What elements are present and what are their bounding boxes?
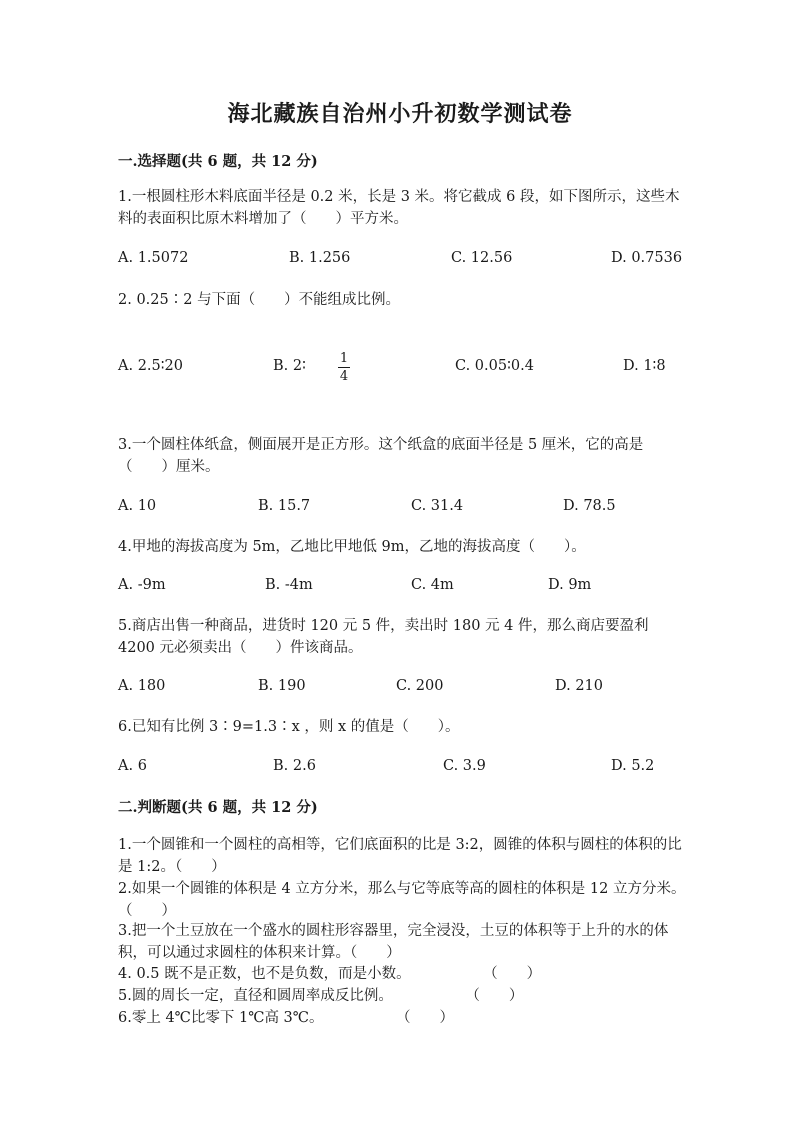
option-5a: A. 180 [118, 678, 166, 694]
question-6: 6.已知有比例 3∶9=1.3∶x ，则 x 的值是（ ）。 [118, 719, 460, 735]
question-5: 5.商店出售一种商品，进货时 120 元 5 件，卖出时 180 元 4 件，那么商店要盈利 4200 元必须卖出（ ）件该商品。 [118, 618, 649, 656]
option-3c: C. 31.4 [411, 498, 464, 514]
question-2: 2. 0.25∶2 与下面（ ）不能组成比例。 [118, 292, 401, 308]
option-1a: A. 1.5072 [118, 250, 189, 266]
option-5d: D. 210 [555, 678, 604, 694]
option-2a: A. 2.5∶20 [118, 358, 183, 374]
option-1c: C. 12.56 [451, 250, 513, 266]
option-6c: C. 3.9 [443, 758, 486, 774]
option-2b: B. 2∶ [273, 358, 306, 374]
fraction-denominator: 4 [339, 369, 349, 384]
judge-item-5: 5.圆的周长一定，直径和圆周率成反比例。 （ ） [118, 988, 524, 1004]
judge-item-1: 1.一个圆锥和一个圆柱的高相等，它们底面积的比是 3:2，圆锥的体积与圆柱的体积的比是 1:2。（ ） [118, 837, 682, 875]
option-4d: D. 9m [548, 577, 592, 593]
judge-item-6: 6.零上 4℃比零下 1℃高 3℃。 （ ） [118, 1010, 454, 1026]
judge-item-4: 4. 0.5 既不是正数，也不是负数，而是小数。 （ ） [118, 966, 542, 982]
question-4: 4.甲地的海拔高度为 5m，乙地比甲地低 9m，乙地的海拔高度（ ）。 [118, 539, 586, 555]
page-title: 海北藏族自治州小升初数学测试卷 [227, 101, 573, 127]
judge-item-3: 3.把一个土豆放在一个盛水的圆柱形容器里，完全浸没，土豆的体积等于上升的水的体积，可以通过求圆柱的体积来计算。（ ） [118, 923, 669, 961]
option-4a: A. -9m [118, 577, 166, 593]
question-1: 1.一根圆柱形木料底面半径是 0.2 米，长是 3 米。将它截成 6 段，如下图所示，这些木料的表面积比原木料增加了（ ）平方米。 [118, 189, 680, 227]
section-heading-judge: 二.判断题(共 6 题，共 12 分) [118, 799, 318, 816]
option-3a: A. 10 [118, 498, 157, 514]
option-5c: C. 200 [396, 678, 444, 694]
option-4b: B. -4m [265, 577, 313, 593]
fraction-numerator: 1 [339, 351, 349, 366]
option-1b: B. 1.256 [289, 250, 351, 266]
fraction-bar [338, 367, 350, 368]
option-6b: B. 2.6 [273, 758, 316, 774]
option-4c: C. 4m [411, 577, 454, 593]
question-3: 3.一个圆柱体纸盒，侧面展开是正方形。这个纸盒的底面半径是 5 厘米，它的高是（ ）厘米。 [118, 437, 644, 475]
option-6a: A. 6 [118, 758, 147, 774]
section-heading-choice: 一.选择题(共 6 题，共 12 分) [118, 153, 318, 170]
option-2c: C. 0.05∶0.4 [455, 358, 534, 374]
option-3b: B. 15.7 [258, 498, 311, 514]
option-3d: D. 78.5 [563, 498, 616, 514]
option-2b-fraction [338, 351, 350, 384]
option-5b: B. 190 [258, 678, 306, 694]
option-1d: D. 0.7536 [611, 250, 683, 266]
option-6d: D. 5.2 [611, 758, 655, 774]
judge-item-2: 2.如果一个圆锥的体积是 4 立方分米，那么与它等底等高的圆柱的体积是 12 立方分米。（ ） [118, 881, 686, 919]
option-2d: D. 1∶8 [623, 358, 666, 374]
